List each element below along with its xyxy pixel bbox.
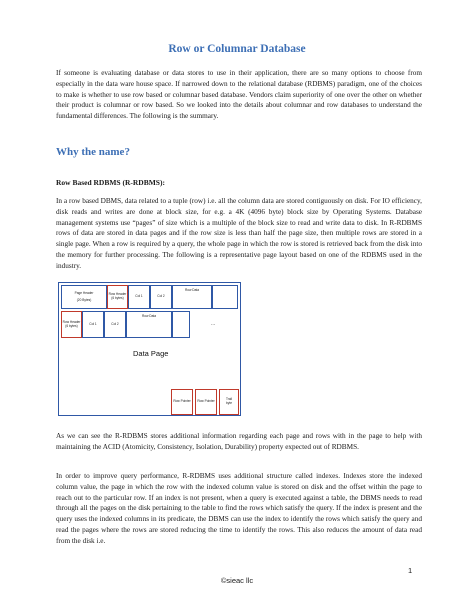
body-paragraph-1: In a row based DBMS, data related to a tuple (row) i.e. all the column data are stored contiguously on disk. For IO efficiency, disk reads and writes are done at block size, for e.g. a 4K (4096 byte) block size by Operating Systems. Database management systems use “pages” of size which is a multiple of the block size to read and write data to disk. In R-RDBMS rows of data are stored in data pages and if the row size is less than half the page size, then multiple rows are stored in a single page. When a row is required by a query, the whole page in which the row is stored is retrieved back from the disk into the memory for further processing. The following is a representative page layout based on one of the RDBMS used in the industry. (56, 197, 422, 270)
row-header-cell-2 (61, 311, 82, 338)
col1-label-2: Col 1 (89, 321, 97, 326)
col1-label-1: Col 1 (135, 294, 143, 299)
row-header-label-1: Row Header (108, 292, 127, 297)
row-tail-cell-1 (212, 285, 238, 309)
col2-label-1: Col 2 (157, 294, 165, 299)
subheading: Row Based RDBMS (R-RDBMS): (56, 178, 165, 187)
page-number: 1 (408, 566, 413, 575)
section-heading: Why the name? (56, 146, 130, 158)
row-data-cell-2 (126, 311, 172, 338)
trail-byte-cell (219, 389, 239, 415)
page-header-cell (61, 285, 107, 309)
row-pointer-label-2: Row Pointer (197, 399, 215, 404)
ellipsis-label: ... (211, 321, 216, 327)
row-header-size-1: (6 bytes) (111, 296, 124, 300)
row-data-cell-1 (172, 285, 212, 309)
col1-cell-2 (82, 311, 104, 338)
col2-label-2: Col 2 (111, 321, 119, 326)
row-header-size-2: (6 bytes) (65, 323, 78, 328)
row-pointer-cell-2 (195, 389, 217, 415)
row-header-label-2: Row Header (62, 319, 81, 324)
body-paragraph-3: In order to improve query performance, R-RDBMS uses additional structure called indexes. Indexes store the indexed column value, the page in which the row with the indexed column value is stored on disk and the offset within the page to reach out to the particular row. If an index is not present, when a query is executed against a table, the DBMS needs to read through all the pages on the disk pertaining to the table to find the rows which satisfy the query. If the index is present and the query uses the indexed columns in its predicate, the DBMS can use the index to identify the rows which satisfy the query and read the pages where the rows are stored reducing the time to identify the rows. This also reduces the amount of data read from the disk i.e. (56, 472, 422, 545)
page-header-label: Page Header (74, 290, 94, 295)
row-data-label-1: Row Data (185, 288, 199, 292)
trail-byte-label-2: byte (225, 401, 233, 405)
body-paragraph-2: As we can see the R-RDBMS stores additional information regarding each page and rows with in the page to help with maintaining the ACID (Atomicity, Consistency, Isolation, Durability) property expected out of RDBMS. (56, 432, 422, 451)
row-data-label-2: Row Data (142, 314, 156, 318)
page-layout-diagram (58, 282, 241, 416)
footer-copyright: ©sieac llc (220, 576, 254, 585)
col1-cell-1 (128, 285, 150, 309)
page-title: Row or Columnar Database (168, 43, 306, 55)
col2-cell-1 (150, 285, 172, 309)
col2-cell-2 (104, 311, 126, 338)
row-pointer-cell-1 (171, 389, 193, 415)
trail-byte-label-1: Trail (225, 397, 233, 402)
row-pointer-label-1: Row Pointer (173, 399, 191, 404)
intro-paragraph: If someone is evaluating database or data stores to use in their application, there are so many options to choose from especially in the data ware house space. If narrowed down to the relational database (RDBMS) paradigm, one of the choices to make is whether to use row based or columnar based database. Vendors claim superiority of one over the other on whether their product is columnar or row based. So we looked into the details about columnar and row databases to understand the fundamental differences. The following is the summary. (56, 69, 422, 121)
page-header-size: (20 Bytes) (76, 297, 92, 302)
row-tail-cell-2 (172, 311, 190, 338)
data-page-label: Data Page (133, 349, 169, 358)
row-header-cell-1 (107, 285, 128, 309)
